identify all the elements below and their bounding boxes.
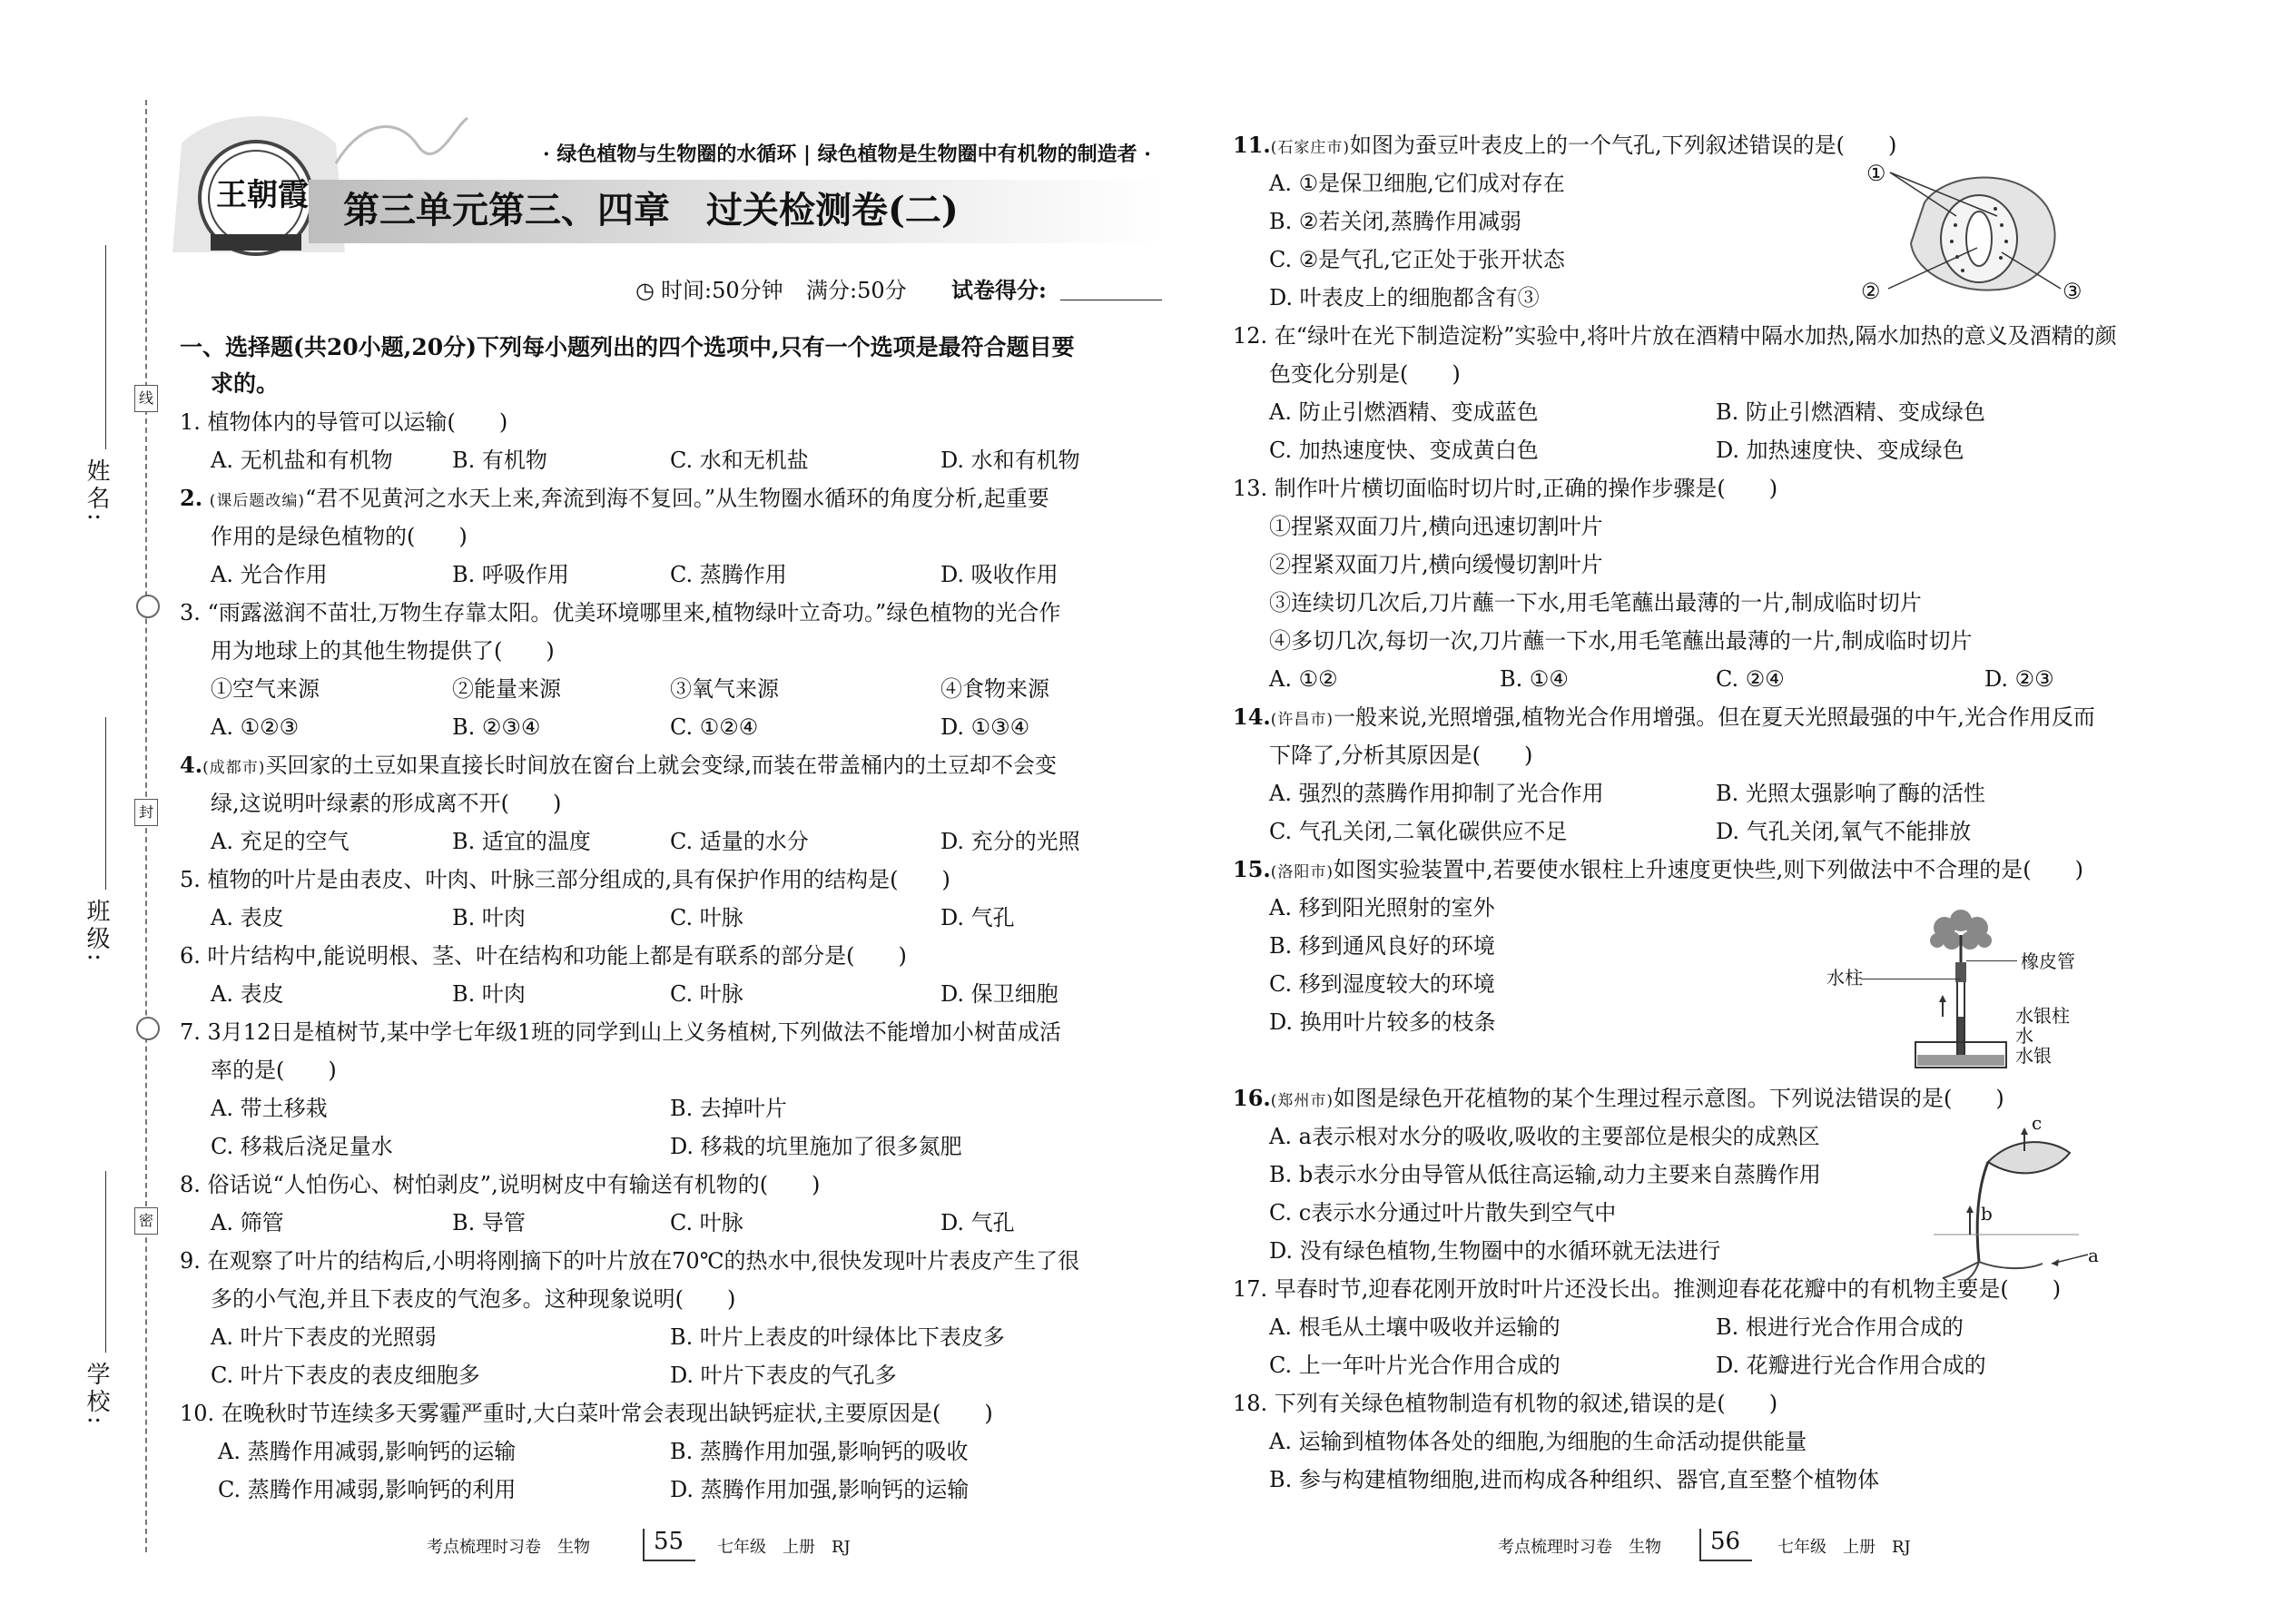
q16-source: (郑州市) — [1270, 1092, 1334, 1110]
seal-char: 密 — [134, 1207, 158, 1235]
q6-option-a: A. 表皮 — [211, 981, 284, 1007]
stoma-label-3: ③ — [2063, 279, 2082, 304]
q2-option-d: D. 吸收作用 — [940, 562, 1058, 587]
label-rubber-tube: 橡皮管 — [2021, 950, 2075, 972]
q15-option-a: A. 移到阳光照射的室外 — [1269, 895, 1495, 920]
q15-option-d: D. 换用叶片较多的枝条 — [1269, 1009, 1496, 1035]
q4-option-c: C. 适量的水分 — [670, 829, 809, 854]
time-limit: 时间:50分钟 — [661, 278, 783, 303]
q18-option-a: A. 运输到植物体各处的细胞,为细胞的生命活动提供能量 — [1269, 1429, 1807, 1454]
q8-option-c: C. 叶脉 — [670, 1210, 743, 1235]
q11-option-a: A. ①是保卫细胞,它们成对存在 — [1269, 171, 1565, 196]
q17-option-d: D. 花瓣进行光合作用合成的 — [1716, 1353, 1986, 1378]
q3-item-4: ④食物来源 — [940, 676, 1049, 702]
q5-option-c: C. 叶脉 — [670, 905, 743, 930]
q10-option-a: A. 蒸腾作用减弱,影响钙的运输 — [218, 1439, 517, 1464]
q13-step-2: ②捏紧双面刀片,横向缓慢切割叶片 — [1269, 552, 1603, 577]
q14-option-d: D. 气孔关闭,氧气不能排放 — [1716, 819, 1972, 844]
q7-option-c: C. 移栽后浇足量水 — [211, 1134, 393, 1159]
page-number: 55 — [654, 1528, 684, 1555]
q14-source: (许昌市) — [1270, 711, 1334, 729]
school-field[interactable] — [105, 1171, 106, 1353]
q13-step-4: ④多切几次,每切一次,刀片蘸一下水,用毛笔蘸出最薄的一片,制成临时切片 — [1269, 628, 1973, 654]
q5-stem: 5. 植物的叶片是由表皮、叶肉、叶脉三部分组成的,具有保护作用的结构是( ) — [180, 867, 950, 892]
q16-option-a: A. a表示根对水分的吸收,吸收的主要部位是根尖的成熟区 — [1269, 1124, 1820, 1149]
q9-option-b: B. 叶片上表皮的叶绿体比下表皮多 — [670, 1324, 1005, 1350]
q14-option-b: B. 光照太强影响了酶的活性 — [1716, 781, 1985, 806]
q16-option-c: C. c表示水分通过叶片散失到空气中 — [1269, 1200, 1617, 1225]
page-number: 56 — [1710, 1528, 1741, 1555]
q6-option-d: D. 保卫细胞 — [940, 981, 1058, 1007]
binding-cut-line — [145, 100, 147, 1552]
q8-stem: 8. 俗话说“人怕伤心、树怕剥皮”,说明树皮中有输送有机物的( ) — [180, 1172, 821, 1197]
footer-grade: 七年级 上册 RJ — [717, 1538, 851, 1557]
name-field[interactable] — [105, 245, 106, 449]
q3-stem-cont: 用为地球上的其他生物提供了( ) — [211, 638, 555, 664]
q6-option-b: B. 叶肉 — [452, 981, 526, 1007]
label-water: 水 — [2015, 1025, 2033, 1047]
section-heading-cont: 求的。 — [211, 370, 280, 397]
footer-series: 考点梳理时习卷 生物 — [1498, 1538, 1661, 1557]
q4-option-d: D. 充分的光照 — [940, 829, 1080, 854]
q13-stem: 13. 制作叶片横切面临时切片时,正确的操作步骤是( ) — [1233, 476, 1778, 501]
footer-grade: 七年级 上册 RJ — [1777, 1538, 1911, 1557]
q18-option-b: B. 参与构建植物细胞,进而构成各种组织、器官,直至整个植物体 — [1269, 1467, 1880, 1492]
label-mercury-column: 水银柱 — [2015, 1005, 2070, 1027]
q8-option-b: B. 导管 — [452, 1210, 526, 1235]
q3-item-1: ①空气来源 — [211, 676, 320, 702]
stoma-label-2: ② — [1861, 279, 1881, 304]
q10-option-d: D. 蒸腾作用加强,影响钙的运输 — [670, 1477, 970, 1502]
q10-option-b: B. 蒸腾作用加强,影响钙的吸收 — [670, 1439, 969, 1464]
q1-option-a: A. 无机盐和有机物 — [211, 448, 393, 473]
q16-option-b: B. b表示水分由导管从低往高运输,动力主要来自蒸腾作用 — [1269, 1162, 1821, 1187]
class-field[interactable] — [105, 717, 106, 890]
figure-label-b: b — [1981, 1203, 1993, 1225]
q3-stem: 3. “雨露滋润不苗壮,万物生存靠太阳。优美环境哪里来,植物绿叶立奇功。”绿色植物的光合作 — [180, 600, 1061, 625]
q3-option-b: B. ②③④ — [452, 714, 541, 740]
q2-source: (课后题改编) — [209, 492, 305, 510]
q1-stem: 1. 植物体内的导管可以运输( ) — [180, 409, 508, 435]
q2-option-a: A. 光合作用 — [211, 562, 328, 587]
q12-stem-cont: 色变化分别是( ) — [1269, 361, 1461, 387]
class-label: 班级: — [83, 899, 110, 965]
q12-option-a: A. 防止引燃酒精、变成蓝色 — [1269, 399, 1539, 425]
page-title: 第三单元第三、四章 过关检测卷(二) — [343, 189, 959, 231]
name-label: 姓名: — [83, 458, 110, 525]
binding-hole — [136, 1017, 160, 1040]
q17-option-b: B. 根进行光合作用合成的 — [1716, 1314, 1964, 1340]
figure-label-a: a — [2088, 1245, 2099, 1266]
q11-stem: 如图为蚕豆叶表皮上的一个气孔,下列叙述错误的是( ) — [1350, 133, 1897, 158]
q7-option-a: A. 带土移栽 — [211, 1096, 328, 1121]
q3-item-2: ②能量来源 — [452, 676, 561, 702]
q15-stem: 如图实验装置中,若要使水银柱上升速度更快些,则下列做法中不合理的是( ) — [1334, 857, 2084, 882]
q12-option-c: C. 加热速度快、变成黄白色 — [1269, 438, 1539, 463]
q17-option-a: A. 根毛从土壤中吸收并运输的 — [1269, 1314, 1561, 1340]
q11-option-d: D. 叶表皮上的细胞都含有③ — [1269, 285, 1540, 310]
q11-option-c: C. ②是气孔,它正处于张开状态 — [1269, 247, 1565, 272]
stoma-figure — [1861, 153, 2079, 307]
label-water-column: 水柱 — [1826, 967, 1863, 989]
q12-stem: 12. 在“绿叶在光下制造淀粉”实验中,将叶片放在酒精中隔水加热,隔水加热的意义及酒精的颜 — [1233, 323, 2117, 349]
q8-option-d: D. 气孔 — [940, 1210, 1015, 1235]
q14-option-a: A. 强烈的蒸腾作用抑制了光合作用 — [1269, 781, 1604, 806]
q15-source: (洛阳市) — [1270, 863, 1334, 881]
q2-stem: “君不见黄河之水天上来,奔流到海不复回。”从生物圈水循环的角度分析,起重要 — [304, 486, 1049, 511]
q13-option-b: B. ①④ — [1500, 666, 1569, 692]
q9-stem-cont: 多的小气泡,并且下表皮的气泡多。这种现象说明( ) — [211, 1286, 736, 1312]
q11-option-b: B. ②若关闭,蒸腾作用减弱 — [1269, 209, 1522, 234]
q13-option-c: C. ②④ — [1716, 666, 1785, 692]
q3-option-a: A. ①②③ — [211, 714, 300, 740]
q13-step-1: ①捏紧双面刀片,横向迅速切割叶片 — [1269, 514, 1603, 539]
seal-char: 线 — [134, 385, 158, 412]
q14-option-c: C. 气孔关闭,二氧化碳供应不足 — [1269, 819, 1568, 844]
logo-text: 王朝霞 — [216, 177, 309, 213]
q2-option-c: C. 蒸腾作用 — [670, 562, 787, 587]
q5-option-b: B. 叶肉 — [452, 905, 526, 930]
q14-stem-cont: 下降了,分析其原因是( ) — [1269, 743, 1533, 768]
section-heading: 一、选择题(共20小题,20分)下列每小题列出的四个选项中,只有一个选项是最符合题目要 — [180, 334, 1075, 360]
q1-option-d: D. 水和有机物 — [940, 448, 1080, 473]
score-label: 试卷得分: — [951, 277, 1047, 303]
stoma-label-1: ① — [1866, 161, 1886, 186]
q9-stem: 9. 在观察了叶片的结构后,小明将刚摘下的叶片放在70℃的热水中,很快发现叶片表皮产生了很 — [180, 1248, 1080, 1274]
q7-option-b: B. 去掉叶片 — [670, 1096, 787, 1121]
q1-option-b: B. 有机物 — [452, 448, 547, 473]
full-score: 满分:50分 — [806, 278, 907, 303]
q18-stem: 18. 下列有关绿色植物制造有机物的叙述,错误的是( ) — [1233, 1391, 1778, 1416]
ribbon-decoration — [327, 109, 472, 182]
header-topics: · 绿色植物与生物圈的水循环 | 绿色植物是生物圈中有机物的制造者 · — [543, 143, 1151, 166]
q12-option-b: B. 防止引燃酒精、变成绿色 — [1716, 399, 1985, 425]
q11-source: (石家庄市) — [1270, 139, 1351, 157]
q16-option-d: D. 没有绿色植物,生物圈中的水循环就无法进行 — [1269, 1238, 1721, 1264]
q10-stem: 10. 在晚秋时节连续多天雾霾严重时,大白菜叶常会表现出缺钙症状,主要原因是( ) — [180, 1401, 993, 1426]
q10-option-c: C. 蒸腾作用减弱,影响钙的利用 — [218, 1477, 517, 1502]
q5-option-d: D. 气孔 — [940, 905, 1015, 930]
q16-stem: 如图是绿色开花植物的某个生理过程示意图。下列说法错误的是( ) — [1334, 1086, 2004, 1111]
q3-option-c: C. ①②④ — [670, 714, 759, 740]
q5-option-a: A. 表皮 — [211, 905, 284, 930]
q7-stem: 7. 3月12日是植树节,某中学七年级1班的同学到山上义务植树,下列做法不能增加小树苗成活 — [180, 1019, 1061, 1045]
q4-stem-cont: 绿,这说明叶绿素的形成离不开( ) — [211, 791, 562, 816]
plant-water-cycle-figure — [1915, 1126, 2097, 1280]
q6-stem: 6. 叶片结构中,能说明根、茎、叶在结构和功能上都是有联系的部分是( ) — [180, 943, 907, 969]
q7-option-d: D. 移栽的坑里施加了很多氮肥 — [670, 1134, 962, 1159]
school-label: 学校: — [83, 1362, 110, 1428]
q15-option-b: B. 移到通风良好的环境 — [1269, 933, 1495, 959]
q4-option-b: B. 适宜的温度 — [452, 829, 591, 854]
q17-stem: 17. 早春时节,迎春花刚开放时叶片还没长出。推测迎春花花瓣中的有机物主要是( ) — [1233, 1276, 2062, 1302]
q9-option-a: A. 叶片下表皮的光照弱 — [211, 1324, 437, 1350]
q3-item-3: ③氧气来源 — [670, 676, 779, 702]
q4-source: (成都市) — [202, 759, 266, 777]
q4-stem: 买回家的土豆如果直接长时间放在窗台上就会变绿,而装在带盖桶内的土豆却不会变 — [265, 753, 1057, 778]
q15-option-c: C. 移到湿度较大的环境 — [1269, 971, 1495, 997]
label-mercury: 水银 — [2015, 1045, 2052, 1067]
q13-option-a: A. ①② — [1269, 666, 1338, 692]
footer-series: 考点梳理时习卷 生物 — [427, 1538, 590, 1557]
q9-option-c: C. 叶片下表皮的表皮细胞多 — [211, 1363, 480, 1388]
q17-option-c: C. 上一年叶片光合作用合成的 — [1269, 1353, 1561, 1378]
q2-stem-cont: 作用的是绿色植物的( ) — [211, 524, 468, 549]
q13-option-d: D. ②③ — [1984, 666, 2054, 692]
clock-icon: ◷ — [635, 278, 655, 303]
q3-option-d: D. ①③④ — [940, 714, 1030, 740]
q7-stem-cont: 率的是( ) — [211, 1058, 337, 1083]
q8-option-a: A. 筛管 — [211, 1210, 284, 1235]
q9-option-d: D. 叶片下表皮的气孔多 — [670, 1363, 897, 1388]
q14-stem: 一般来说,光照增强,植物光合作用增强。但在夏天光照最强的中午,光合作用反而 — [1334, 704, 2095, 730]
figure-label-c: c — [2032, 1112, 2043, 1134]
q6-option-c: C. 叶脉 — [670, 981, 743, 1007]
binding-hole — [136, 595, 160, 618]
q13-step-3: ③连续切几次后,刀片蘸一下水,用毛笔蘸出最薄的一片,制成临时切片 — [1269, 590, 1922, 615]
q2-option-b: B. 呼吸作用 — [452, 562, 569, 587]
q4-option-a: A. 充足的空气 — [211, 829, 350, 854]
q1-option-c: C. 水和无机盐 — [670, 448, 809, 473]
seal-char: 封 — [134, 799, 158, 826]
q12-option-d: D. 加热速度快、变成绿色 — [1716, 438, 1964, 463]
